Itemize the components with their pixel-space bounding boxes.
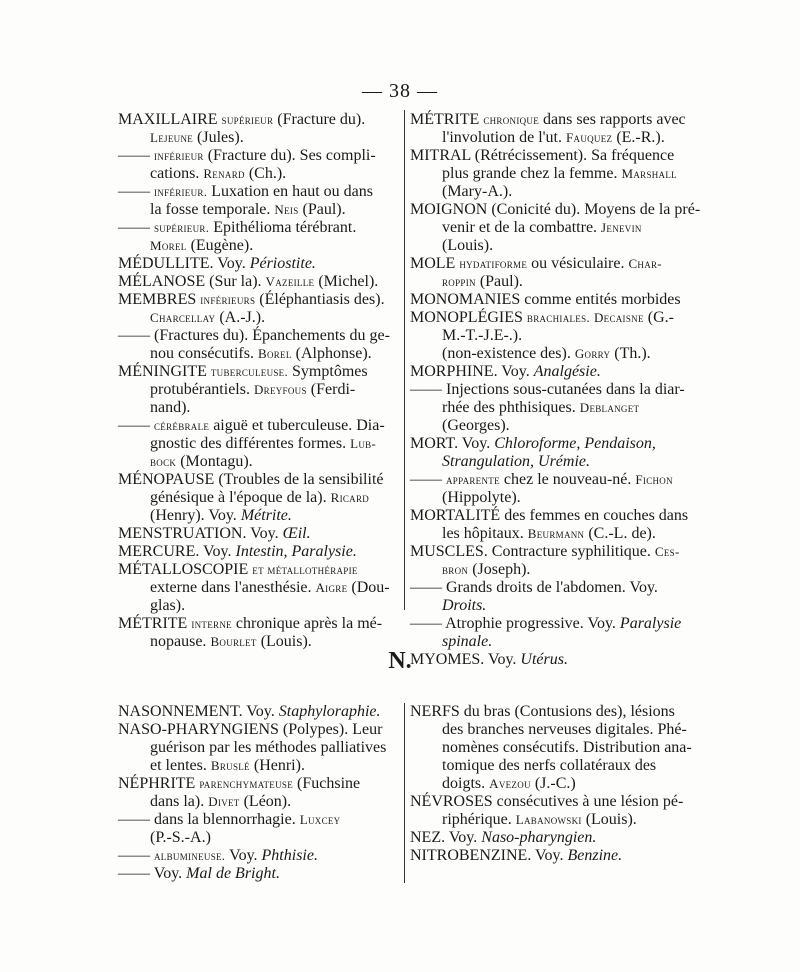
entry-text: —— — [410, 471, 446, 488]
entry-text: MUSCLES. Contracture syphilitique. — [410, 543, 655, 560]
index-line — [118, 381, 402, 399]
entry-text: MÉTALLOSCOPIE — [118, 561, 253, 578]
entry-text: (Georges). — [442, 417, 510, 434]
cross-reference: Naso-pharyngien. — [481, 829, 597, 846]
author-or-qualifier: Marshall — [621, 166, 677, 181]
entry-text: protubérantiels. — [150, 381, 254, 398]
author-or-qualifier: Fauquez — [565, 130, 613, 145]
entry-text: (Dou- — [347, 579, 390, 596]
index-line — [118, 327, 402, 345]
entry-text: (Fracture du). — [273, 111, 366, 128]
entry-text: NÉVROSES consécutives à une lésion pé- — [410, 793, 684, 810]
author-or-qualifier: bock — [150, 454, 177, 469]
index-line — [118, 543, 402, 561]
entry-text: MÉDULLITE. Voy. — [118, 255, 250, 272]
index-line — [410, 273, 700, 291]
author-or-qualifier: bron — [442, 562, 469, 577]
entry-text: (Ferdi- — [306, 381, 356, 398]
index-line — [118, 453, 402, 471]
entry-text: (J.-C.) — [530, 775, 576, 792]
entry-text: —— dans la blennorrhagie. — [118, 811, 300, 828]
entry-text: —— — [118, 417, 154, 434]
index-line — [410, 399, 700, 417]
cross-reference: Œil. — [282, 525, 311, 542]
author-or-qualifier: apparente — [446, 472, 500, 487]
entry-text: MORT. Voy. — [410, 435, 495, 452]
entry-text: MONOPLÉGIES — [410, 309, 527, 326]
entry-text: nou consécutifs. — [150, 345, 258, 362]
index-line — [410, 201, 700, 219]
author-or-qualifier: Lub- — [350, 436, 377, 451]
author-or-qualifier: Ricard — [330, 490, 370, 505]
author-or-qualifier: chronique — [483, 112, 540, 127]
column-divider-bottom — [404, 703, 405, 883]
index-line — [118, 793, 402, 811]
entry-text: —— — [118, 219, 154, 236]
entry-text: des branches nerveuses digitales. Phé- — [442, 721, 687, 738]
index-column-bottom-right — [410, 703, 700, 865]
index-line — [410, 237, 700, 255]
index-line — [118, 489, 402, 507]
author-or-qualifier: Lejeune — [150, 130, 194, 145]
index-line — [410, 183, 700, 201]
entry-text: —— (Fractures du). Épanchements du ge- — [118, 327, 390, 344]
author-or-qualifier: interne — [191, 616, 232, 631]
author-or-qualifier: Ces- — [654, 544, 680, 559]
entry-text: nomènes consécutifs. Distribution ana- — [442, 739, 692, 756]
author-or-qualifier: Beurmann — [527, 526, 585, 541]
index-line — [410, 219, 700, 237]
entry-text: MYOMES. Voy. — [410, 651, 521, 668]
entry-text: (Hippolyte). — [442, 489, 521, 506]
cross-reference: Intestin, Paralysie. — [235, 543, 357, 560]
index-line — [410, 471, 700, 489]
entry-text: (Louis). — [256, 633, 312, 650]
author-or-qualifier: Bruslé — [210, 758, 250, 773]
entry-text: (Henri). — [249, 757, 305, 774]
author-or-qualifier: Borel — [257, 346, 292, 361]
index-line — [118, 597, 402, 615]
cross-reference: Phthisie. — [261, 847, 318, 864]
author-or-qualifier: Gorry — [574, 346, 611, 361]
cross-reference: Benzine. — [567, 847, 623, 864]
index-line — [118, 525, 402, 543]
index-column-bottom-left — [118, 703, 402, 883]
author-or-qualifier: brachiales. — [526, 310, 590, 325]
entry-text: génésique à l'époque de la). — [150, 489, 331, 506]
entry-text: doigts. — [442, 775, 490, 792]
index-line — [118, 219, 402, 237]
entry-text: plus grande chez la femme. — [442, 165, 622, 182]
index-line — [118, 829, 402, 847]
entry-text: (Michel). — [314, 273, 379, 290]
index-line — [118, 703, 402, 721]
author-or-qualifier: inférieur — [154, 148, 204, 163]
index-line — [410, 381, 700, 399]
author-or-qualifier: Char- — [628, 256, 662, 271]
cross-reference: Utérus. — [520, 651, 568, 668]
entry-text: aiguë et tuberculeuse. Dia- — [209, 417, 385, 434]
index-line — [410, 757, 700, 775]
index-line — [118, 417, 402, 435]
index-line — [118, 615, 402, 633]
cross-reference: Droits. — [442, 597, 487, 614]
index-line — [410, 453, 700, 471]
index-line — [118, 165, 402, 183]
entry-text: NEZ. Voy. — [410, 829, 482, 846]
entry-text: M.-T.-J.E-.). — [442, 327, 523, 344]
entry-text: MORTALITÉ des femmes en couches dans — [410, 507, 689, 524]
entry-text: (Joseph). — [468, 561, 531, 578]
index-line — [118, 757, 402, 775]
author-or-qualifier: Charcellay — [150, 310, 216, 325]
author-or-qualifier: Morel — [150, 238, 187, 253]
index-line — [118, 345, 402, 363]
index-column-top-left — [118, 111, 402, 651]
entry-text: MÉTRITE — [118, 615, 192, 632]
cross-reference: Staphyloraphie. — [278, 703, 381, 720]
author-or-qualifier: parenchymateuse — [199, 776, 294, 791]
entry-text: nopause. — [150, 633, 211, 650]
index-line — [410, 847, 700, 865]
entry-text: externe dans l'anesthésie. — [150, 579, 316, 596]
entry-text: MITRAL (Rétrécissement). Sa fréquence — [410, 147, 675, 164]
author-or-qualifier: roppin — [442, 274, 476, 289]
entry-text: —— — [118, 147, 154, 164]
index-line — [410, 255, 700, 273]
index-line — [410, 489, 700, 507]
author-or-qualifier: Renard — [203, 166, 245, 181]
entry-text: dans ses rapports avec — [539, 111, 686, 128]
entry-text: gnostic des différentes formes. — [150, 435, 351, 452]
index-line — [410, 147, 700, 165]
index-line — [118, 561, 402, 579]
author-or-qualifier: Aigre — [315, 580, 348, 595]
entry-text: (G.- — [643, 309, 674, 326]
entry-text: MAXILLAIRE — [118, 111, 222, 128]
index-line — [410, 703, 700, 721]
cross-reference: Métrite. — [240, 507, 292, 524]
index-line — [410, 291, 700, 309]
entry-text: (Eugène). — [186, 237, 254, 254]
index-line — [410, 721, 700, 739]
entry-text: (Louis). — [442, 237, 494, 254]
entry-text: MOLE — [410, 255, 460, 272]
index-line — [118, 721, 402, 739]
entry-text: NÉPHRITE — [118, 775, 200, 792]
column-divider-top — [404, 110, 405, 610]
author-or-qualifier: Divet — [208, 794, 240, 809]
index-line — [118, 435, 402, 453]
cross-reference: Périostite. — [249, 255, 316, 272]
index-line — [410, 165, 700, 183]
entry-text: Symptômes — [288, 363, 368, 380]
index-line — [410, 543, 700, 561]
index-line — [118, 811, 402, 829]
entry-text: Luxation en haut ou dans — [207, 183, 373, 200]
index-line — [410, 327, 700, 345]
index-column-top-right — [410, 111, 700, 669]
author-or-qualifier: Dreyfous — [253, 382, 307, 397]
entry-text: MÉNINGITE — [118, 363, 211, 380]
entry-text: NASO-PHARYNGIENS (Polypes). Leur — [118, 721, 383, 738]
entry-text: (Jules). — [193, 129, 244, 146]
entry-text: (Montagu). — [176, 453, 253, 470]
entry-text: NITROBENZINE. Voy. — [410, 847, 568, 864]
entry-text: cations. — [150, 165, 204, 182]
entry-text: guérison par les méthodes palliatives — [150, 739, 387, 756]
section-letter: N. — [388, 648, 412, 674]
author-or-qualifier: Fichon — [635, 472, 673, 487]
index-line — [118, 147, 402, 165]
entry-text: venir et de la combattre. — [442, 219, 602, 236]
entry-text: —— — [118, 847, 154, 864]
entry-text: —— Voy. — [118, 865, 187, 882]
index-line — [410, 811, 700, 829]
entry-text: —— Grands droits de l'abdomen. Voy. — [410, 579, 658, 596]
cross-reference: Paralysie — [619, 615, 682, 632]
author-or-qualifier: Luxcey — [299, 812, 341, 827]
index-line — [410, 435, 700, 453]
entry-text: MÉTRITE — [410, 111, 484, 128]
index-line — [410, 829, 700, 847]
index-line — [410, 129, 700, 147]
author-or-qualifier: Bourlet — [210, 634, 257, 649]
author-or-qualifier: inférieur. — [154, 184, 208, 199]
index-line — [118, 237, 402, 255]
index-line — [118, 201, 402, 219]
entry-text: MÉNOPAUSE (Troubles de la sensibilité — [118, 471, 384, 488]
index-line — [410, 525, 700, 543]
entry-text: l'involution de l'ut. — [442, 129, 566, 146]
entry-text: tomique des nerfs collatéraux des — [442, 757, 657, 774]
index-line — [118, 183, 402, 201]
cross-reference: spinale. — [442, 633, 493, 650]
index-line — [410, 111, 700, 129]
index-line — [118, 255, 402, 273]
author-or-qualifier: Vazeille — [265, 274, 315, 289]
entry-text: chez le nouveau-né. — [499, 471, 636, 488]
entry-text: MERCURE. Voy. — [118, 543, 236, 560]
author-or-qualifier: hydatiforme — [459, 256, 528, 271]
index-line — [118, 291, 402, 309]
entry-text: glas). — [150, 597, 186, 614]
entry-text: MÉLANOSE (Sur la). — [118, 273, 266, 290]
entry-text: (Alphonse). — [291, 345, 372, 362]
author-or-qualifier: supérieur — [221, 112, 274, 127]
entry-text: —— Atrophie progressive. Voy. — [410, 615, 620, 632]
entry-text: —— Injections sous-cutanées dans la diar- — [410, 381, 685, 398]
entry-text: (A.-J.). — [215, 309, 266, 326]
index-line — [118, 273, 402, 291]
entry-text: riphérique. — [442, 811, 516, 828]
entry-text: (Fracture du). Ses compli- — [203, 147, 376, 164]
entry-text: —— — [118, 183, 154, 200]
entry-text: (Paul). — [475, 273, 523, 290]
index-line — [410, 345, 700, 363]
index-line — [410, 775, 700, 793]
index-line — [410, 417, 700, 435]
index-line — [118, 309, 402, 327]
entry-text: (Th.). — [610, 345, 651, 362]
entry-text: la fosse temporale. — [150, 201, 275, 218]
index-line — [410, 561, 700, 579]
entry-text: Epithélioma térébrant. — [209, 219, 357, 236]
index-line — [410, 793, 700, 811]
index-line — [118, 471, 402, 489]
author-or-qualifier: inférieurs — [200, 292, 256, 307]
entry-text: (C.-L. de). — [584, 525, 656, 542]
entry-text: (Paul). — [298, 201, 346, 218]
index-line — [118, 111, 402, 129]
entry-text: les hôpitaux. — [442, 525, 528, 542]
index-line — [118, 739, 402, 757]
author-or-qualifier: Jenevin — [601, 220, 642, 235]
author-or-qualifier: et métallothérapie — [252, 562, 358, 577]
entry-text: NASONNEMENT. Voy. — [118, 703, 279, 720]
entry-text: (Mary-A.). — [442, 183, 513, 200]
index-line — [410, 309, 700, 327]
entry-text: rhée des phthisiques. — [442, 399, 580, 416]
entry-text: Voy. — [225, 847, 262, 864]
entry-text: MORPHINE. Voy. — [410, 363, 534, 380]
entry-text: MENSTRUATION. Voy. — [118, 525, 283, 542]
index-line — [410, 615, 700, 633]
entry-text: (Fuchsine — [293, 775, 361, 792]
cross-reference: Analgésie. — [533, 363, 601, 380]
entry-text: (Henry). Voy. — [150, 507, 241, 524]
author-or-qualifier: Avezou — [489, 776, 531, 791]
entry-text: chronique après la mé- — [231, 615, 383, 632]
entry-text: MONOMANIES comme entités morbides — [410, 291, 681, 308]
entry-text: MEMBRES — [118, 291, 201, 308]
entry-text: (Léon). — [239, 793, 292, 810]
cross-reference: Mal de Bright. — [186, 865, 280, 882]
index-line — [118, 129, 402, 147]
entry-text: (P.-S.-A.) — [150, 829, 211, 846]
author-or-qualifier: Neis — [274, 202, 299, 217]
entry-text: (Ch.). — [244, 165, 287, 182]
cross-reference: Strangulation, Urémie. — [442, 453, 590, 470]
page-number: — 38 — — [362, 80, 438, 102]
index-line — [118, 363, 402, 381]
author-or-qualifier: tuberculeuse. — [210, 364, 289, 379]
author-or-qualifier: cérébrale — [154, 418, 210, 433]
entry-text: et lentes. — [150, 757, 211, 774]
index-line — [410, 579, 700, 597]
entry-text: dans la). — [150, 793, 209, 810]
index-line — [410, 739, 700, 757]
author-or-qualifier: Decaisne — [593, 310, 644, 325]
author-or-qualifier: supérieur. — [154, 220, 210, 235]
index-line — [410, 507, 700, 525]
author-or-qualifier: Deblanget — [579, 400, 640, 415]
index-line — [118, 775, 402, 793]
index-line — [118, 507, 402, 525]
entry-text: (non-existence des). — [442, 345, 575, 362]
index-line — [118, 847, 402, 865]
entry-text: (E.-R.). — [612, 129, 665, 146]
author-or-qualifier: Labanowski — [515, 812, 582, 827]
entry-text: (Louis). — [581, 811, 637, 828]
entry-text: ou vésiculaire. — [527, 255, 629, 272]
entry-text: nand). — [150, 399, 191, 416]
index-line — [118, 865, 402, 883]
entry-text: NERFS du bras (Contusions des), lésions — [410, 703, 675, 720]
author-or-qualifier: albumineuse. — [154, 848, 226, 863]
index-line — [410, 363, 700, 381]
entry-text: MOIGNON (Conicité du). Moyens de la pré- — [410, 201, 701, 218]
index-line — [410, 597, 700, 615]
index-line — [118, 579, 402, 597]
cross-reference: Chloroforme, Pendaison, — [494, 435, 656, 452]
index-line — [118, 399, 402, 417]
entry-text: (Éléphantiasis des). — [255, 291, 385, 308]
